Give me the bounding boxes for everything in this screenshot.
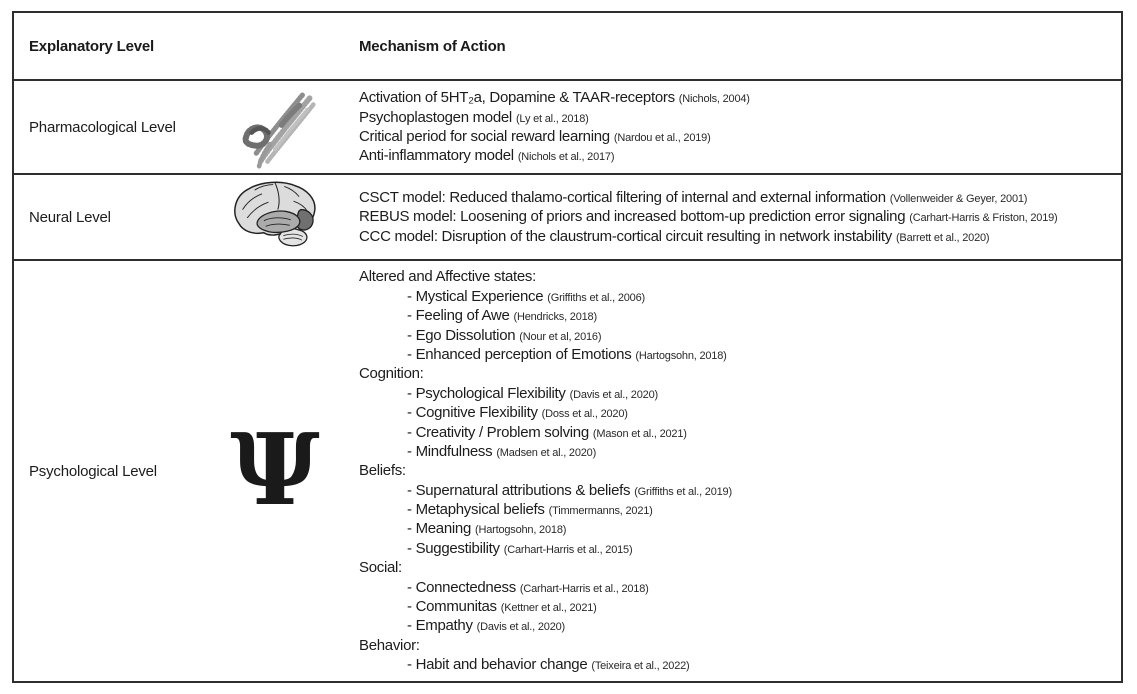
mechanism-item <box>359 655 1121 674</box>
mechanism-text: Psychoplastogen model <box>359 108 512 126</box>
citation: (Nichols, 2004) <box>678 93 750 106</box>
psi-symbol-icon <box>204 261 346 681</box>
mechanism-item <box>359 108 1121 127</box>
row-neural-level <box>14 175 1121 261</box>
mechanism-item <box>359 500 1121 519</box>
mechanism-item <box>359 597 1121 616</box>
group-heading-social: Social: <box>359 559 402 577</box>
mechanism-text: CCC model: Disruption of the claustrum-cortical circuit resulting in network instability <box>359 227 892 245</box>
mechanism-item <box>359 188 1121 207</box>
citation: (Davis et al., 2020) <box>569 388 658 401</box>
psychological-level-label: Psychological Level <box>29 462 157 480</box>
header-explanatory-level: Explanatory Level <box>29 37 154 55</box>
citation: (Carhart-Harris et al., 2018) <box>519 582 649 595</box>
mechanism-item <box>359 539 1121 558</box>
mechanism-text: REBUS model: Loosening of priors and increased bottom-up prediction error signaling <box>359 208 906 226</box>
group-heading-beliefs: Beliefs: <box>359 462 406 480</box>
mechanism-item <box>359 146 1121 165</box>
receptor-molecule-icon <box>204 81 346 173</box>
header-mechanism-of-action: Mechanism of Action <box>359 37 506 55</box>
mechanism-text: - Suggestibility <box>407 539 500 557</box>
citation: (Vollenweider & Geyer, 2001) <box>889 192 1028 205</box>
citation: (Griffiths et al., 2019) <box>634 485 732 498</box>
citation: (Timmermanns, 2021) <box>548 505 653 518</box>
citation: (Hendricks, 2018) <box>513 311 597 324</box>
mechanism-item <box>359 287 1121 306</box>
mechanism-text: - Meaning <box>407 520 472 538</box>
citation: (Davis et al., 2020) <box>476 621 565 634</box>
mechanism-text: Critical period for social reward learning <box>359 128 610 145</box>
mechanism-item <box>359 481 1121 500</box>
mechanism-text: - Supernatural attributions & beliefs <box>407 481 631 499</box>
mechanism-text: - Mystical Experience <box>407 287 544 305</box>
citation: (Nichols et al., 2017) <box>517 151 615 164</box>
brain-icon <box>204 175 346 259</box>
group-heading-altered-states: Altered and Affective states: <box>359 268 536 286</box>
citation: (Ly et al., 2018) <box>515 112 589 125</box>
citation: (Carhart-Harris & Friston, 2019) <box>909 212 1058 225</box>
mechanism-item <box>359 306 1121 325</box>
citation: (Carhart-Harris et al., 2015) <box>503 543 633 556</box>
mechanism-text: - Psychological Flexibility <box>407 384 566 402</box>
mechanism-text: - Mindfulness <box>407 442 493 460</box>
mechanism-item <box>359 88 1121 107</box>
mechanism-item <box>359 578 1121 597</box>
pharmacological-mechanisms <box>346 81 1121 173</box>
citation: (Madsen et al., 2020) <box>496 446 597 459</box>
mechanism-text: - Connectedness <box>407 578 516 596</box>
citation: (Doss et al., 2020) <box>541 408 628 421</box>
mechanism-item <box>359 442 1121 461</box>
citation: (Barrett et al., 2020) <box>895 231 990 244</box>
mechanism-text: - Habit and behavior change <box>407 656 588 674</box>
receptor-molecule-graphic <box>233 84 317 170</box>
mechanism-text: Activation of 5HT₂a, Dopamine & TAAR-receptors <box>359 89 675 107</box>
mechanism-item <box>359 227 1121 246</box>
citation: (Hartogsohn, 2018) <box>475 524 567 537</box>
group-heading-cognition: Cognition: <box>359 365 424 383</box>
mechanism-text: - Creativity / Problem solving <box>407 423 589 441</box>
mechanism-item <box>359 423 1121 442</box>
psychological-mechanisms <box>346 261 1121 681</box>
neural-mechanisms <box>346 175 1121 259</box>
mechanism-text: - Ego Dissolution <box>407 326 516 344</box>
mechanism-text: Anti-inflammatory model <box>359 147 514 165</box>
mechanism-text: - Feeling of Awe <box>407 307 510 325</box>
mechanism-text: CSCT model: Reduced thalamo-cortical filtering of internal and external information <box>359 188 886 206</box>
mechanism-item <box>359 127 1121 146</box>
mechanism-item <box>359 403 1121 422</box>
citation: (Griffiths et al., 2006) <box>547 291 645 304</box>
mechanism-item <box>359 519 1121 538</box>
brain-graphic <box>226 179 324 255</box>
pharmacological-level-label: Pharmacological Level <box>29 118 176 136</box>
neural-level-label: Neural Level <box>29 208 111 226</box>
mechanism-item <box>359 616 1121 635</box>
mechanism-text: - Metaphysical beliefs <box>407 501 545 519</box>
mechanism-item <box>359 207 1121 226</box>
citation: (Mason et al., 2021) <box>592 427 687 440</box>
group-heading-behavior: Behavior: <box>359 636 420 654</box>
citation: (Teixeira et al., 2022) <box>591 660 690 673</box>
citation: (Nardou et al., 2019) <box>613 132 711 144</box>
mechanism-text: - Empathy <box>407 617 473 635</box>
citation: (Hartogsohn, 2018) <box>635 349 727 362</box>
header-row <box>14 13 1121 81</box>
mechanism-text: - Cognitive Flexibility <box>407 404 538 422</box>
mechanism-text: - Communitas <box>407 598 497 616</box>
row-psychological-level <box>14 261 1121 681</box>
mechanism-item <box>359 384 1121 403</box>
mechanism-item <box>359 326 1121 345</box>
row-pharmacological-level <box>14 81 1121 175</box>
citation: (Nour et al, 2016) <box>519 330 602 343</box>
mechanism-table <box>12 11 1123 683</box>
citation: (Kettner et al., 2021) <box>500 602 597 615</box>
mechanism-item <box>359 345 1121 364</box>
mechanism-text: - Enhanced perception of Emotions <box>407 345 632 363</box>
psi-glyph: Ψ <box>230 413 320 528</box>
